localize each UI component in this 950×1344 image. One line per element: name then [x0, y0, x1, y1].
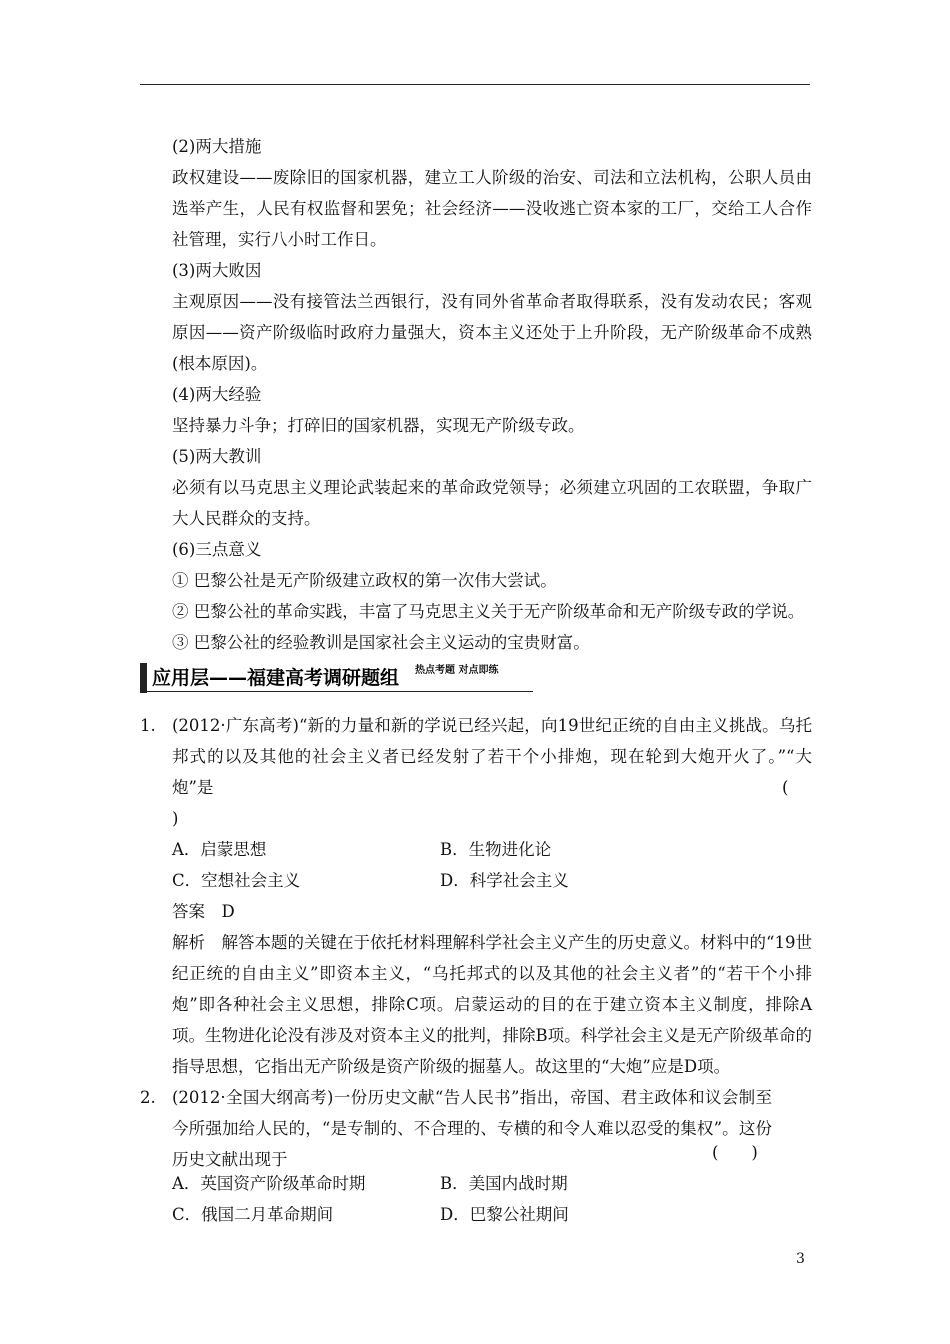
question-2-paren: ( ) — [712, 1143, 758, 1162]
page-number: 3 — [796, 1251, 805, 1267]
section-body-measures: 政权建设——废除旧的国家机器，建立工人阶级的治安、司法和立法机构，公职人员由选举产生，人民有权监督和罢免；社会经济——没收逃亡资本家的工厂，交给工人合作社管理，实行八小时工作日。 — [172, 168, 812, 249]
question-2-number: 2. — [140, 1088, 156, 1107]
section-heading-lessons: (5)两大教训 — [172, 447, 262, 466]
question-1-option-c: C．空想社会主义 — [172, 871, 301, 890]
question-1-answer: 答案 D — [172, 902, 235, 921]
question-1-stem: (2012·广东高考)“新的力量和新的学说已经兴起，向19世纪正统的自由主义挑战。乌托邦式的以及其他的社会主义者已经发射了若干个小排炮，现在轮到大炮开火了。”“大炮”是 — [172, 716, 812, 797]
question-2-option-b: B．美国内战时期 — [440, 1174, 568, 1193]
question-2-option-c: C．俄国二月革命期间 — [172, 1205, 334, 1224]
section-heading-failure-causes: (3)两大败因 — [172, 261, 262, 280]
section-heading-experience: (4)两大经验 — [172, 385, 262, 404]
section-heading-measures: (2)两大措施 — [172, 137, 262, 156]
significance-item: ① 巴黎公社是无产阶级建立政权的第一次伟大尝试。 — [172, 571, 557, 590]
banner-bar — [140, 663, 147, 693]
section-body-experience: 坚持暴力斗争；打碎旧的国家机器，实现无产阶级专政。 — [172, 416, 585, 435]
question-1-paren-close: ) — [172, 809, 179, 828]
question-2-stem: (2012·全国大纲高考)一份历史文献“告人民书”指出，帝国、君主政体和议会制至今所强加给人民的，“是专制的、不合理的、专横的和令人难以忍受的集权”。这份历史文献出现于 — [172, 1088, 772, 1169]
question-1-option-d: D．科学社会主义 — [440, 871, 569, 890]
section-banner — [140, 663, 533, 693]
question-1-analysis: 解析 解答本题的关键在于依托材料理解科学社会主义产生的历史意义。材料中的“19世纪正统的自由主义”即资本主义，“乌托邦式的以及其他的社会主义者”的“若干个小排炮”即各种社会主义思想，排除C项。启蒙运动的目的在于建立资本主义制度，排除A项。生物进化论没有涉及对资本主义的批判，排除B项。科学社会主义是无产阶级革命的指导思想，它指出无产阶级是资产阶级的掘墓人。故这里的“大炮”应是D项。 — [172, 933, 812, 1076]
header-rule — [140, 84, 810, 85]
question-1-option-b: B．生物进化论 — [440, 840, 552, 859]
section-heading-significance: (6)三点意义 — [172, 540, 262, 559]
question-1-option-a: A．启蒙思想 — [172, 840, 267, 859]
question-2-option-a: A．英国资产阶级革命时期 — [172, 1174, 366, 1193]
significance-item: ③ 巴黎公社的经验教训是国家社会主义运动的宝贵财富。 — [172, 633, 590, 652]
section-body-failure-causes: 主观原因——没有接管法兰西银行，没有同外省革命者取得联系，没有发动农民；客观原因——资产阶级临时政府力量强大，资本主义还处于上升阶段，无产阶级革命不成熟(根本原因)。 — [172, 292, 812, 373]
question-2-option-d: D．巴黎公社期间 — [440, 1205, 569, 1224]
banner-underline — [140, 691, 533, 692]
section-body-lessons: 必须有以马克思主义理论武装起来的革命政党领导；必须建立巩固的工农联盟，争取广大人民群众的支持。 — [172, 478, 812, 528]
banner-title: 应用层——福建高考调研题组 — [152, 667, 400, 689]
banner-subtitle: 热点考题 对点即练 — [415, 665, 499, 676]
question-1-number: 1. — [140, 716, 156, 735]
question-1-paren-open: ( — [782, 778, 789, 797]
significance-item: ② 巴黎公社的革命实践，丰富了马克思主义关于无产阶级革命和无产阶级专政的学说。 — [172, 602, 805, 621]
